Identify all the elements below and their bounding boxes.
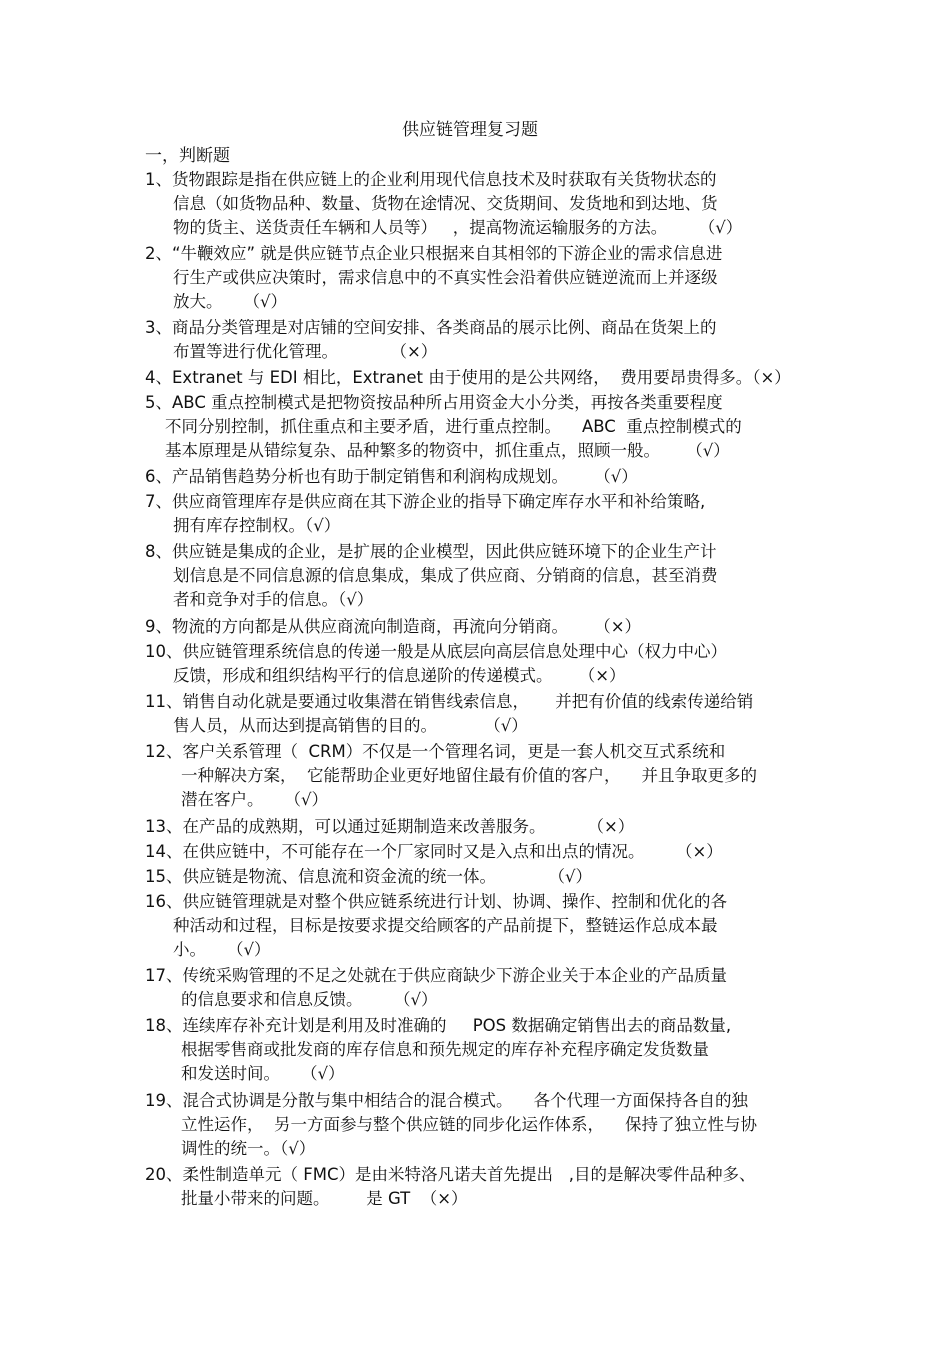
question-line: 20、柔性制造单元（ FMC）是由米特洛凡诺夫首先提出 ,目的是解决零件品种多、 [145, 1165, 756, 1184]
question-line: 小。 （√） [173, 940, 271, 959]
question-line: 基本原理是从错综复杂、品种繁多的物资中，抓住重点，照顾一般。 （√） [165, 441, 730, 460]
question-line: 6、产品销售趋势分析也有助于制定销售和利润构成规划。 （√） [145, 467, 638, 486]
question-line: 3、商品分类管理是对店铺的空间安排、各类商品的展示比例、商品在货架上的 [145, 318, 717, 337]
question-line: 划信息是不同信息源的信息集成，集成了供应商、分销商的信息，甚至消费 [173, 566, 718, 585]
question-line: 9、物流的方向都是从供应商流向制造商，再流向分销商。 （×） [145, 617, 642, 636]
question-line: 7、供应商管理库存是供应商在其下游企业的指导下确定库存水平和补给策略, [145, 492, 706, 511]
question-line: 布置等进行优化管理。 （×） [173, 342, 438, 361]
question-line: 放大。 （√） [173, 292, 287, 311]
question-line: 潜在客户。 （√） [181, 790, 328, 809]
question-line: 17、传统采购管理的不足之处就在于供应商缺少下游企业关于本企业的产品质量 [145, 966, 727, 985]
question-line: 一种解决方案， 它能帮助企业更好地留住最有价值的客户， 并且争取更多的 [181, 766, 757, 785]
question-line: 2、“牛鞭效应” 就是供应链节点企业只根据来自其相邻的下游企业的需求信息进 [145, 244, 723, 263]
question-line: 8、供应链是集成的企业，是扩展的企业模型，因此供应链环境下的企业生产计 [145, 542, 717, 561]
question-line: 种活动和过程，目标是按要求提交给顾客的产品前提下，整链运作总成本最 [173, 916, 718, 935]
question-line: 14、在供应链中，不可能存在一个厂家同时又是入点和出点的情况。 （×） [145, 842, 723, 861]
question-line: 13、在产品的成熟期，可以通过延期制造来改善服务。 （×） [145, 817, 635, 836]
question-line: 5、ABC 重点控制模式是把物资按品种所占用资金大小分类，再按各类重要程度 [145, 393, 723, 412]
question-line: 1、货物跟踪是指在供应链上的企业利用现代信息技术及时获取有关货物状态的 [145, 170, 717, 189]
section-heading: 一，判断题 [145, 146, 230, 166]
question-line: 的信息要求和信息反馈。 （√） [181, 990, 438, 1009]
question-line: 4、Extranet 与 EDI 相比，Extranet 由于使用的是公共网络， 费用要昂贵得多。（×） [145, 368, 791, 387]
document-title: 供应链管理复习题 [402, 120, 538, 140]
question-line: 19、混合式协调是分散与集中相结合的混合模式。 各个代理一方面保持各自的独 [145, 1091, 748, 1110]
question-line: 反馈，形成和组织结构平行的信息递阶的传递模式。 （×） [173, 666, 626, 685]
question-line: 根据零售商或批发商的库存信息和预先规定的库存补充程序确定发货数量 [181, 1040, 709, 1059]
question-line: 行生产或供应决策时，需求信息中的不真实性会沿着供应链逆流而上并逐级 [173, 268, 718, 287]
question-line: 物的货主、送货责任车辆和人员等） ，提高物流运输服务的方法。 （√） [173, 218, 743, 237]
question-line: 18、连续库存补充计划是利用及时准确的 POS 数据确定销售出去的商品数量, [145, 1016, 732, 1035]
question-line: 调性的统一。（√） [181, 1139, 316, 1158]
question-line: 拥有库存控制权。（√） [173, 516, 341, 535]
question-line: 信息（如货物品种、数量、货物在途情况、交货期间、发货地和到达地、货 [173, 194, 718, 213]
question-line: 售人员，从而达到提高销售的目的。 （√） [173, 716, 528, 735]
question-line: 16、供应链管理就是对整个供应链系统进行计划、协调、操作、控制和优化的各 [145, 892, 727, 911]
question-line: 立性运作， 另一方面参与整个供应链的同步化运作体系， 保持了独立性与协 [181, 1115, 757, 1134]
question-line: 不同分别控制，抓住重点和主要矛盾，进行重点控制。 ABC 重点控制模式的 [165, 417, 742, 436]
question-line: 和发送时间。 （√） [181, 1064, 345, 1083]
question-line: 12、客户关系管理（ CRM）不仅是一个管理名词，更是一套人机交互式系统和 [145, 742, 726, 761]
question-line: 批量小带来的问题。 是 GT （×） [181, 1189, 468, 1208]
question-line: 者和竞争对手的信息。（√） [173, 590, 374, 609]
question-line: 15、供应链是物流、信息流和资金流的统一体。 （√） [145, 867, 592, 886]
question-line: 10、供应链管理系统信息的传递一般是从底层向高层信息处理中心（权力中心） [145, 642, 727, 661]
question-line: 11、销售自动化就是要通过收集潜在销售线索信息， 并把有价值的线索传递给销 [145, 692, 754, 711]
